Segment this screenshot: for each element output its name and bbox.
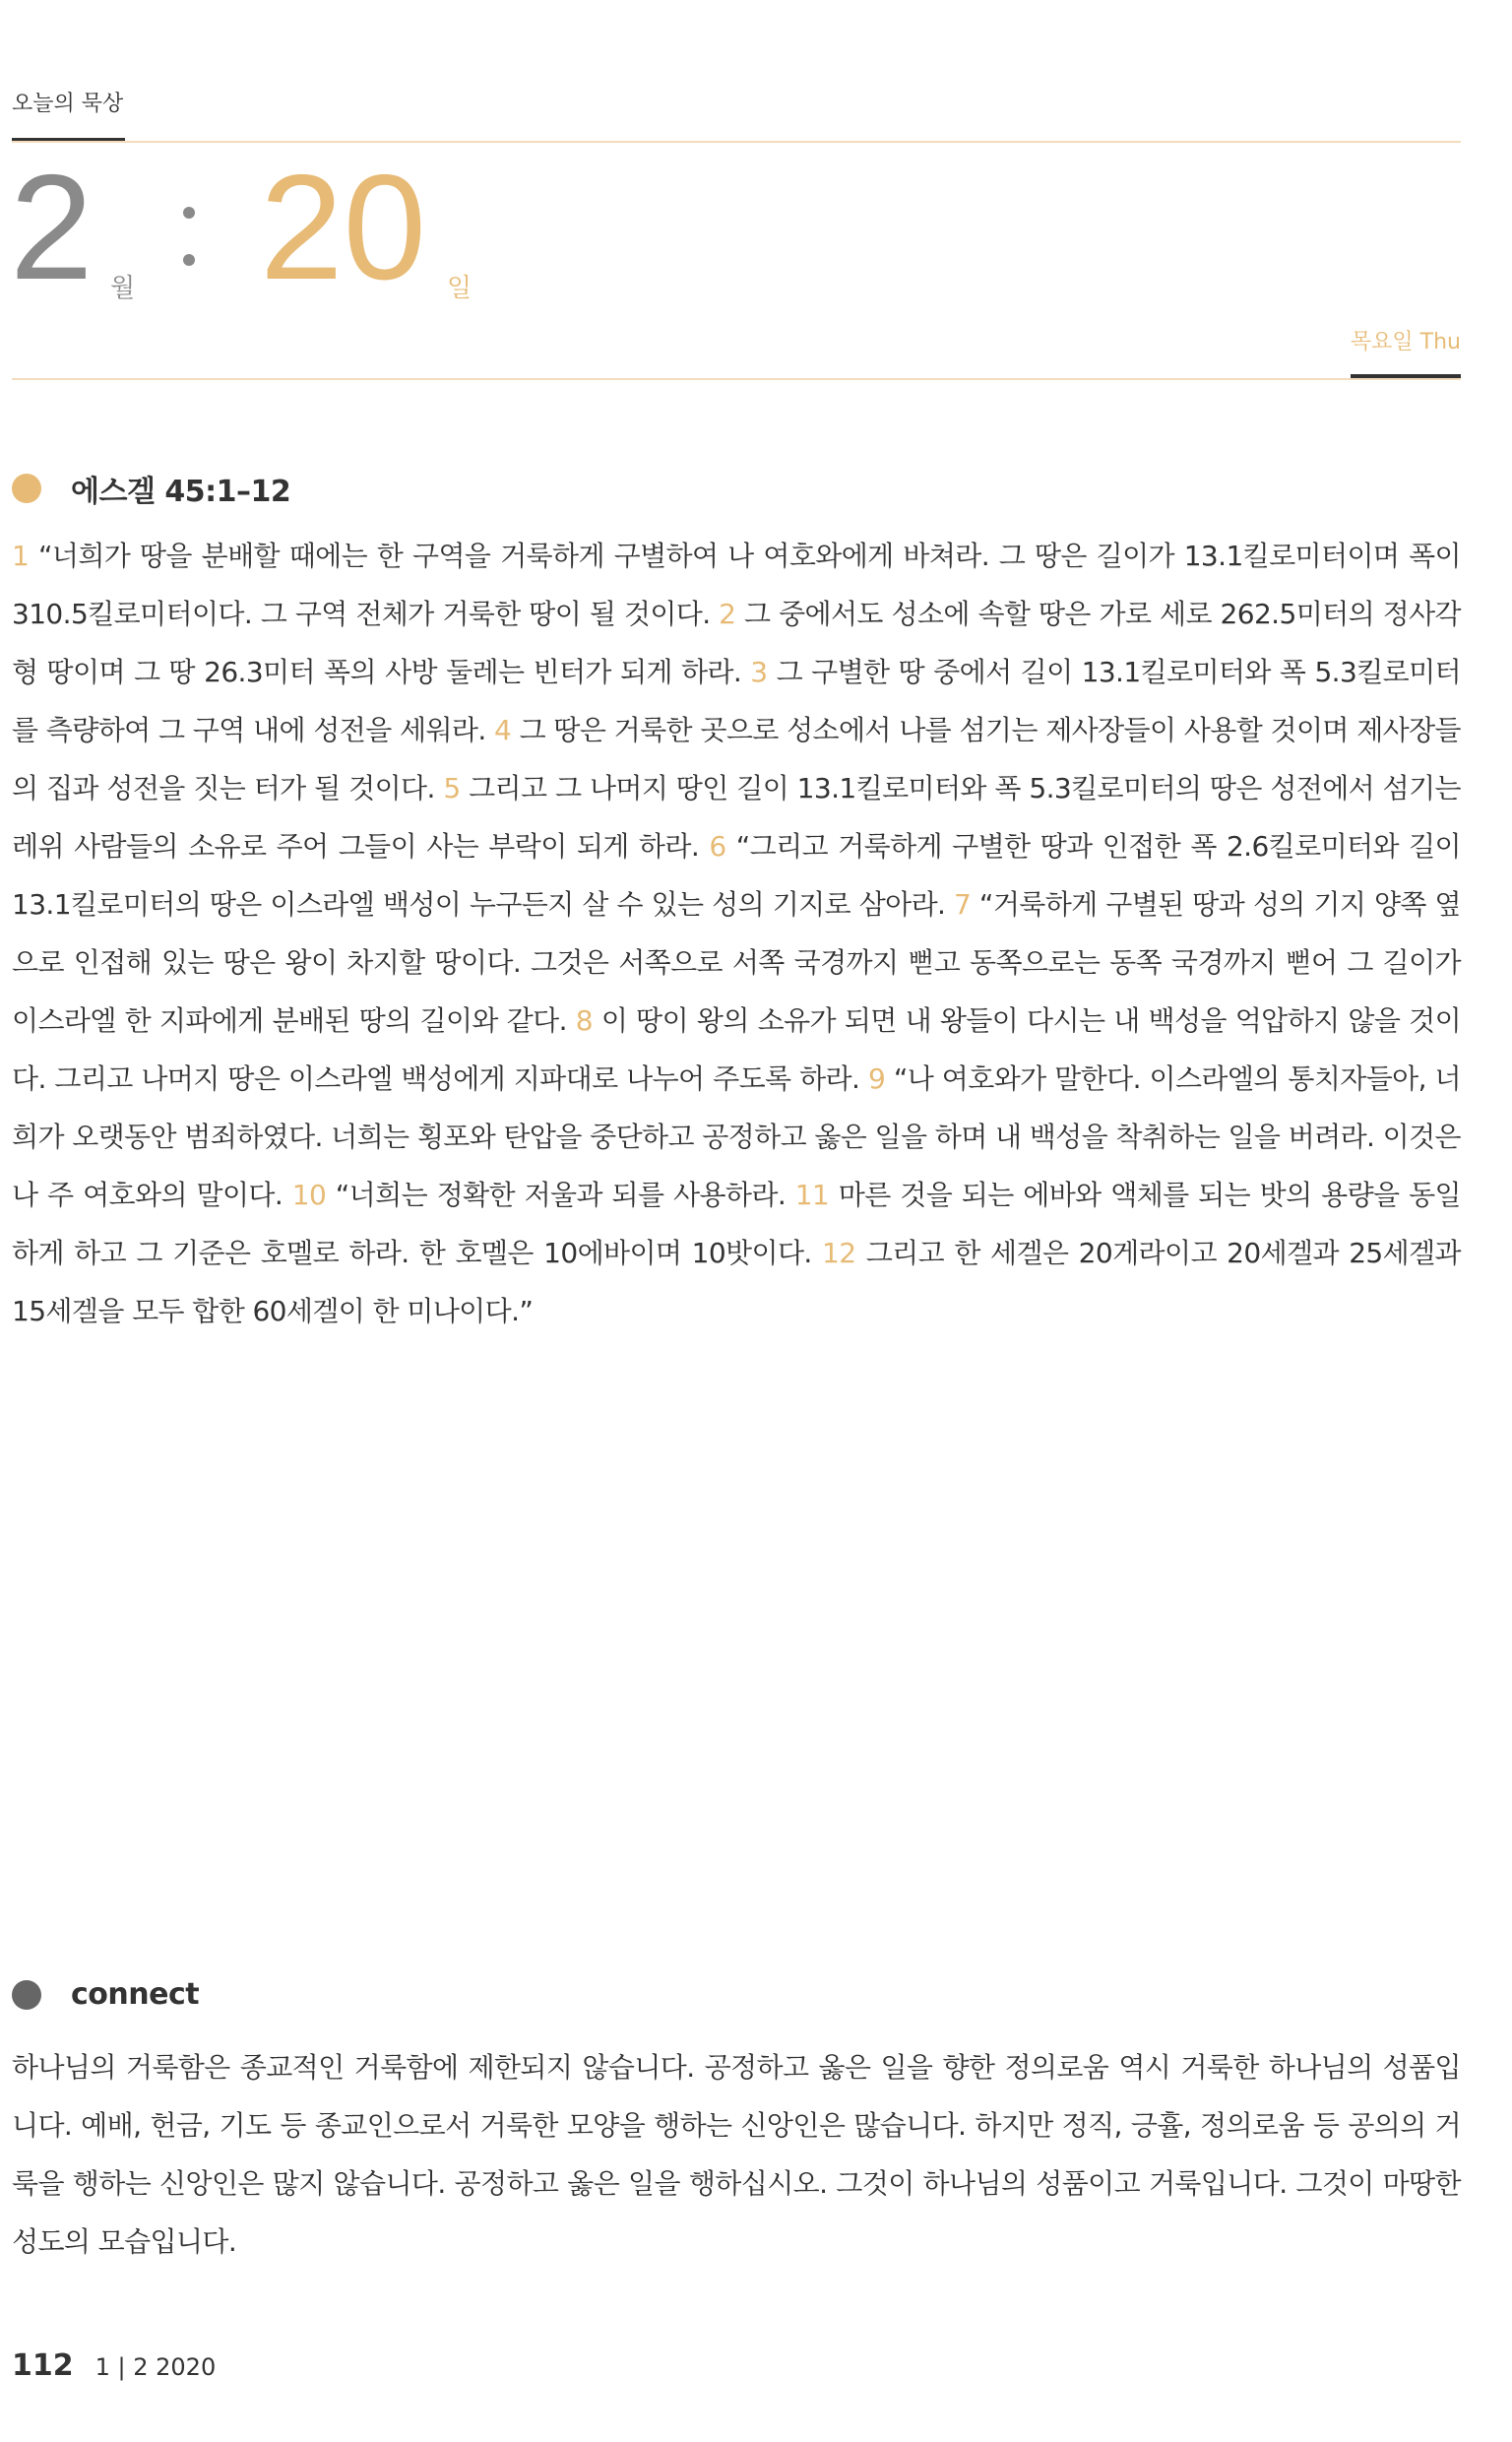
mid-divider xyxy=(12,378,1461,380)
page-number: 112 xyxy=(12,2348,74,2383)
scripture-passage xyxy=(12,527,1461,1340)
verse-number: 4 xyxy=(494,714,520,746)
verse-number: 1 xyxy=(12,540,38,572)
verse-number: 10 xyxy=(291,1179,336,1211)
scripture-reference: 에스겔 45:1–12 xyxy=(71,475,291,509)
verse-number: 3 xyxy=(750,656,777,688)
gray-dot-icon xyxy=(12,1980,41,2010)
date-colon xyxy=(183,207,197,276)
verse-text: “나 여호와가 말한다. 이스라엘의 통치자들아, 너희가 오랫동안 범죄하였다. 너희는 횡포와 탄압을 중단하고 공정하고 옳은 일을 하며 내 백성을 착취하는 일을 버려라. 이것은 나 주 여호와의 말이다. xyxy=(12,1062,1462,1211)
connect-text: 하나님의 거룩함은 종교적인 거룩함에 제한되지 않습니다. 공정하고 옳은 일을 향한 정의로움 역시 거룩한 하나님의 성품입니다. 예배, 헌금, 기도 등 종교인으로서 거룩한 모양을 행하는 신앙인은 많습니다. 하지만 정직, 긍휼, 정의로움 등 공의의 거룩을 행하는 신앙인은 많지 않습니다. 공정하고 옳은 일을 행하십시오. 그것이 하나님의 성품이고 거룩입니다. 그것이 마땅한 성도의 모습입니다. xyxy=(12,2051,1461,2258)
verse-number: 2 xyxy=(719,598,744,630)
verse-text: 그 구별한 땅 중에서 길이 13.1킬로미터와 폭 5.3킬로미터를 측량하여 그 구역 내에 성전을 세워라. xyxy=(12,656,1461,746)
verse-text: “거룩하게 구별된 땅과 성의 기지 양쪽 옆으로 인접해 있는 땅은 왕이 차지할 땅이다. 그것은 서쪽으로 서쪽 국경까지 뻗고 동쪽으로는 동쪽 국경까지 뻗어 그 길이가 이스라엘 한 지파에게 분배된 땅의 길이와 같다. xyxy=(12,888,1461,1037)
verse-text: “너희는 정확한 저울과 되를 사용하라. xyxy=(335,1179,795,1211)
verse-text: 그 중에서도 성소에 속할 땅은 가로 세로 262.5미터의 정사각형 땅이며 그 땅 26.3미터 폭의 사방 둘레는 빈터가 되게 하라. xyxy=(12,598,1462,688)
verse-number: 12 xyxy=(821,1237,866,1269)
weekday: 목요일 Thu xyxy=(1350,330,1461,354)
verse-number: 5 xyxy=(443,772,470,804)
scripture-heading xyxy=(12,467,290,510)
section-label: 오늘의 묵상 xyxy=(12,92,124,116)
date-month: 2 xyxy=(10,144,94,311)
verse-text: 그 땅은 거룩한 곳으로 성소에서 나를 섬기는 제사장들이 사용할 것이며 제사장들의 집과 성전을 짓는 터가 될 것이다. xyxy=(12,714,1462,804)
verse-text: 이 땅이 왕의 소유가 되면 내 왕들이 다시는 내 백성을 억압하지 않을 것이다. 그리고 나머지 땅은 이스라엘 백성에게 지파대로 나누어 주도록 하라. xyxy=(12,1004,1462,1095)
verse-text: 그리고 그 나머지 땅인 길이 13.1킬로미터와 폭 5.3킬로미터의 땅은 성전에서 섬기는 레위 사람들의 소유로 주어 그들이 사는 부락이 되게 하라. xyxy=(12,772,1461,863)
verse-number: 11 xyxy=(794,1179,839,1211)
verse-text: “그리고 거룩하게 구별한 땅과 인접한 폭 2.6킬로미터와 길이 13.1킬로미터의 땅은 이스라엘 백성이 누구든지 살 수 있는 성의 기지로 삼아라. xyxy=(12,830,1462,921)
verse-text: “너희가 땅을 분배할 때에는 한 구역을 거룩하게 구별하여 나 여호와에게 바쳐라. 그 땅은 길이가 13.1킬로미터이며 폭이 310.5킬로미터이다. 그 구역 전체가 거룩한 땅이 될 것이다. xyxy=(12,540,1461,630)
date-day-unit: 일 xyxy=(447,274,472,303)
date-day: 20 xyxy=(260,144,427,311)
connect-heading-text: connect xyxy=(71,1977,200,2012)
date-month-unit: 월 xyxy=(110,274,136,303)
top-divider xyxy=(12,141,1461,143)
verse-text: 그리고 한 세겔은 20게라이고 20세겔과 25세겔과 15세겔을 모두 합한 60세겔이 한 미나이다.” xyxy=(12,1237,1461,1327)
footer xyxy=(12,2348,216,2383)
verse-number: 8 xyxy=(575,1004,601,1037)
verse-number: 9 xyxy=(867,1062,894,1095)
verse-number: 6 xyxy=(709,830,736,863)
issue-info: 1 | 2 2020 xyxy=(94,2353,217,2381)
verse-text: 마른 것을 되는 에바와 액체를 되는 밧의 용량을 동일하게 하고 그 기준은 호멜로 하라. 한 호멜은 10에바이며 10밧이다. xyxy=(12,1179,1461,1269)
connect-heading xyxy=(12,1977,199,2012)
accent-dot-icon xyxy=(12,474,41,503)
verse-number: 7 xyxy=(954,888,979,921)
